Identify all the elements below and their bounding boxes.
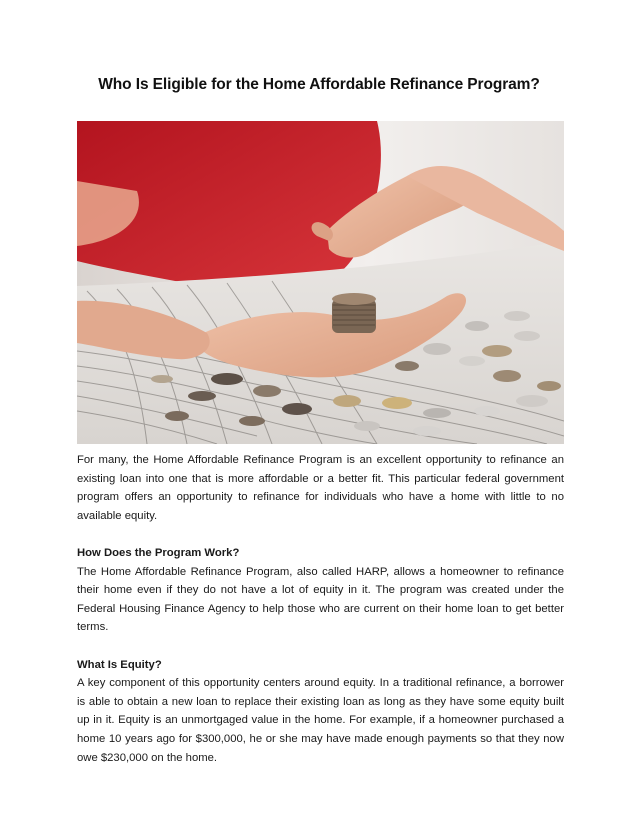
section-heading-how-program-works: How Does the Program Work? [77, 546, 240, 559]
paragraph-gap [77, 525, 564, 544]
intro-paragraph: For many, the Home Affordable Refinance Program is an excellent opportunity to refinance an existing loan into one that is more affordable or a better fit. This particular federal government program offers an opportunity to refinance for individuals who have a home with little to no available equity. [77, 454, 564, 522]
hands-with-coins-photo [77, 121, 564, 444]
article-body [77, 451, 564, 767]
section-text-what-is-equity: A key component of this opportunity centers around equity. In a traditional refinance, a borrower is able to obtain a new loan to replace their existing loan as long as they have some equity built up in it. Equity is an unmortgaged value in the home. For example, if a homeowner purchased a home 10 years ago for $300,000, he or she may have made enough payments so that they now owe $230,000 on the home. [77, 677, 564, 764]
section-heading-what-is-equity: What Is Equity? [77, 658, 162, 671]
page-title: Who Is Eligible for the Home Affordable Refinance Program? [98, 76, 540, 93]
paragraph-gap [77, 637, 564, 656]
section-text-how-program-works: The Home Affordable Refinance Program, also called HARP, allows a homeowner to refinance their home even if they do not have a lot of equity in it. The program was created under the Federal Housing Finance Agency to help those who are current on their home loan to get better terms. [77, 565, 564, 634]
